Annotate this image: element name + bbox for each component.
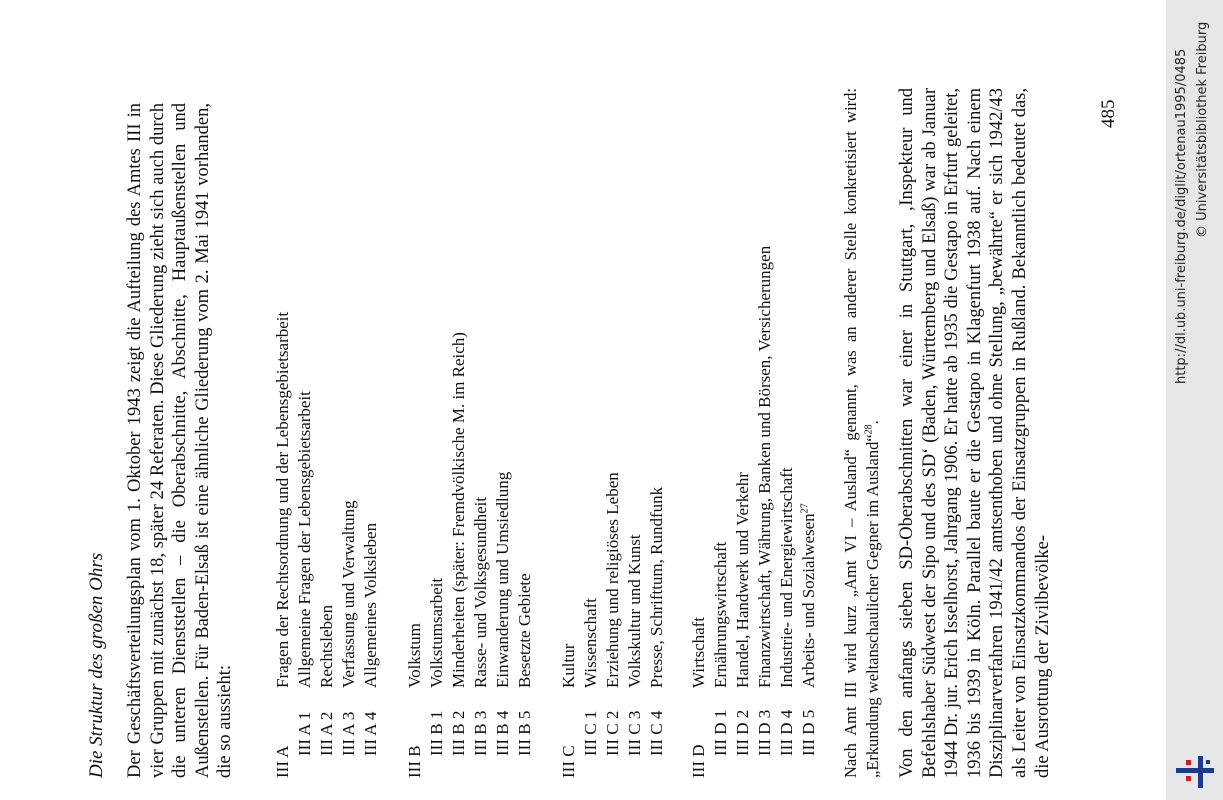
- item-name: Rechtsleben: [317, 604, 336, 688]
- library-logo-icon: [1176, 752, 1214, 790]
- footnote-ref: 27: [799, 503, 811, 514]
- group-name-a: Fragen der Rechtsordnung und der Lebensgebietsarbeit: [273, 311, 292, 688]
- intro-paragraph: Der Geschäftsverteilungsplan vom 1. Oktober 1943 zeigt die Aufteilung des Amtes III in vier Gruppen mit zunächst 18, später 24 Referaten. Diese Gliederung zieht sich auch durch die unteren Dienststellen – die Oberabschnitte, Abschnitte, Hauptaußenstellen und Außenstellen. Für Baden-Elsaß ist eine ähnliche Gliederung vom 2. Mai 1941 vorhanden, die so aussieht:: [125, 103, 236, 778]
- item-name: [798, 503, 820, 688]
- item-name: Erziehung und religiöses Leben: [603, 472, 622, 688]
- group-name-d: Wirtschaft: [689, 616, 708, 688]
- item-name: Minderheiten (später: Fremdvölkische M. im Reich): [449, 332, 468, 688]
- item-code: III C 1: [581, 710, 600, 756]
- item-name: Besetzte Gebiete: [515, 573, 534, 688]
- item-code: III C 2: [603, 710, 622, 756]
- item-code: III A 4: [361, 711, 380, 756]
- library-sidebar: [1166, 0, 1223, 800]
- item-name: Wissenschaft: [581, 598, 600, 688]
- group-code-c: III C: [559, 745, 578, 778]
- source-url[interactable]: http://dl.ub.uni-freiburg.de/diglit/ortenau1995/0485: [1174, 48, 1189, 384]
- page-title: Die Struktur des großen Ohrs: [86, 552, 107, 778]
- page-number: 485: [1098, 99, 1119, 128]
- item-name: Allgemeine Fragen der Lebensgebietsarbeit: [295, 391, 314, 688]
- item-code: III A 2: [317, 711, 336, 756]
- group-code-b: III B: [405, 745, 424, 778]
- item-name: Industrie- und Energiewirtschaft: [777, 467, 796, 688]
- item-code: III B 1: [427, 710, 446, 756]
- note-end: .: [863, 420, 882, 425]
- item-code: III C 3: [625, 710, 644, 756]
- item-code: III B 5: [515, 710, 534, 756]
- note-paragraph: [840, 88, 884, 778]
- item-name: Ernährungswirtschaft: [711, 541, 730, 688]
- group-name-c: Kultur: [559, 643, 578, 688]
- item-code: III D 5: [799, 709, 818, 756]
- item-name: Handel, Handwerk und Verkehr: [733, 472, 752, 688]
- item-code: III B 2: [449, 710, 468, 756]
- rotated-book-page: [80, 38, 1130, 778]
- group-code-d: III D: [689, 744, 708, 778]
- item-name: Verfassung und Verwaltung: [339, 500, 358, 688]
- item-code: III A 1: [295, 711, 314, 756]
- item-name: Volkskultur und Kunst: [625, 534, 644, 688]
- copyright-notice: © Universitätsbibliothek Freiburg: [1195, 21, 1210, 238]
- item-code: III D 2: [733, 709, 752, 756]
- group-name-b: Volkstum: [405, 623, 424, 688]
- item-code: III B 4: [493, 710, 512, 756]
- item-code: III A 3: [339, 711, 358, 756]
- item-code: III D 4: [777, 709, 796, 756]
- note-text: Nach Amt III wird kurz „Amt VI – Ausland“ genannt, was an anderer Stelle konkretisiert wird: „Erkundung weltanschaulicher Gegner im Ausland“: [841, 88, 882, 778]
- group-code-a: III A: [273, 745, 292, 778]
- item-name: Einwanderung und Umsiedlung: [493, 471, 512, 688]
- item-name: Presse, Schrifttum, Rundfunk: [647, 486, 666, 688]
- item-code: III B 3: [471, 710, 490, 756]
- item-code: III D 1: [711, 709, 730, 756]
- item-name: Allgemeines Volksleben: [361, 522, 380, 688]
- item-name-text: Arbeits- und Sozialwesen: [799, 513, 818, 688]
- closing-paragraph: Von den anfangs sieben SD-Oberabschnitten war einer in Stuttgart, ‚Inspekteur und Befehlshaber Südwest der Sipo und des SD‘ (Baden, Württemberg und Elsaß) war ab Januar 1944 Dr. jur. Erich Isselhorst, Jahrgang 1906. Er hatte ab 1935 die Gestapo in Erfurt geleitet, 1936 bis 1939 in Köln. Parallel baute er die Gestapo in Klagenfurt 1938 auf. Nach einem Disziplinarverfahren 1941/42 amtsenthoben und ohne Stellung, „bewährte“ er sich 1942/43 als Leiter von Einsatzkommandos der Einsatzgruppen in Rußland. Bekanntlich bedeutet das, die Ausrottung der Zivilbevölke-: [897, 88, 1053, 778]
- item-code: III D 3: [755, 709, 774, 756]
- item-code: III C 4: [647, 710, 666, 756]
- item-name: Volkstumsarbeit: [427, 577, 446, 688]
- footnote-ref: 28: [863, 424, 875, 435]
- item-name: Rasse- und Volksgesundheit: [471, 496, 490, 688]
- item-name: Finanzwirtschaft, Währung, Banken und Börsen, Versicherungen: [755, 245, 774, 688]
